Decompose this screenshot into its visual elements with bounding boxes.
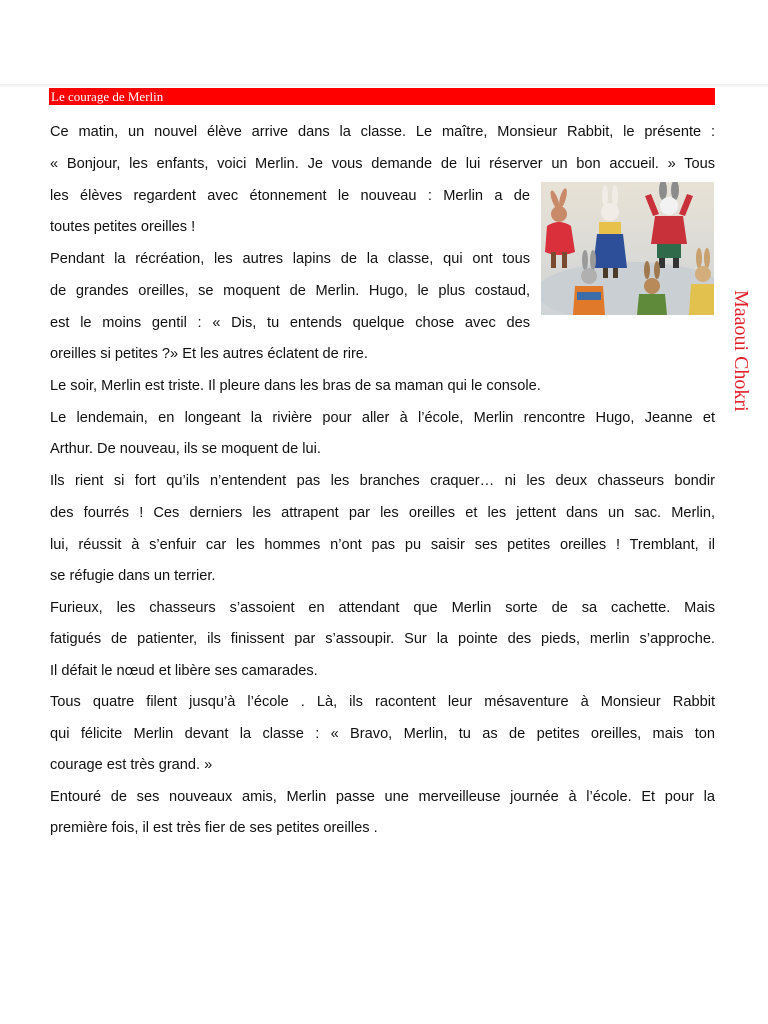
text-line: est le moins gentil : « Dis, tu entends quelque chose avec des [50,315,530,331]
text-line: Furieux, les chasseurs s’assoient en attendant que Merlin sorte de sa cachette. Mais [50,600,715,616]
text-line: qui félicite Merlin devant la classe : « Bravo, Merlin, tu as de petites oreilles, mais ton [50,726,715,742]
title-banner [49,88,715,105]
text-line: de grandes oreilles, se moquent de Merlin. Hugo, le plus costaud, [50,283,530,299]
text-line: oreilles si petites ?» Et les autres éclatent de rire. [50,346,368,362]
text-line: lui, réussit à s’enfuir car les hommes n’ont pas pu saisir ses petites oreilles ! Tremblant, il [50,537,715,553]
text-line: Pendant la récréation, les autres lapins de la classe, qui ont tous [50,251,530,267]
text-line: Tous quatre filent jusqu’à l’école . Là, ils racontent leur mésaventure à Monsieur Rabbit [50,694,715,710]
rabbits-illustration [541,182,714,315]
text-line: Entouré de ses nouveaux amis, Merlin passe une merveilleuse journée à l’école. Et pour la [50,789,715,805]
text-line: Le lendemain, en longeant la rivière pour aller à l’école, Merlin rencontre Hugo, Jeanne et [50,410,715,426]
text-line: les élèves regardent avec étonnement le nouveau : Merlin a de [50,188,530,204]
text-line: « Bonjour, les enfants, voici Merlin. Je vous demande de lui réserver un bon accueil. » Tous [50,156,715,172]
text-line: Le soir, Merlin est triste. Il pleure dans les bras de sa maman qui le console. [50,378,541,394]
author-signature: Maaoui Chokri [730,290,752,412]
text-line: première fois, il est très fier de ses petites oreilles . [50,820,378,836]
text-line: se réfugie dans un terrier. [50,568,216,584]
text-line: Arthur. De nouveau, ils se moquent de lui. [50,441,321,457]
text-line: Ils rient si fort qu’ils n’entendent pas les branches craquer… ni les deux chasseurs bondir [50,473,715,489]
text-line: fatigués de patienter, ils finissent par s’assoupir. Sur la pointe des pieds, merlin s’approche. [50,631,715,647]
text-line: Il défait le nœud et libère ses camarades. [50,663,318,679]
text-line: toutes petites oreilles ! [50,219,196,235]
document-title: Le courage de Merlin [51,89,164,104]
text-line: des fourrés ! Ces derniers les attrapent par les oreilles et les jettent dans un sac. Merlin, [50,505,715,521]
text-line: Ce matin, un nouvel élève arrive dans la classe. Le maître, Monsieur Rabbit, le présente : [50,124,715,140]
text-line: courage est très grand. » [50,757,213,773]
rabbits-illustration-drawing [541,182,714,315]
